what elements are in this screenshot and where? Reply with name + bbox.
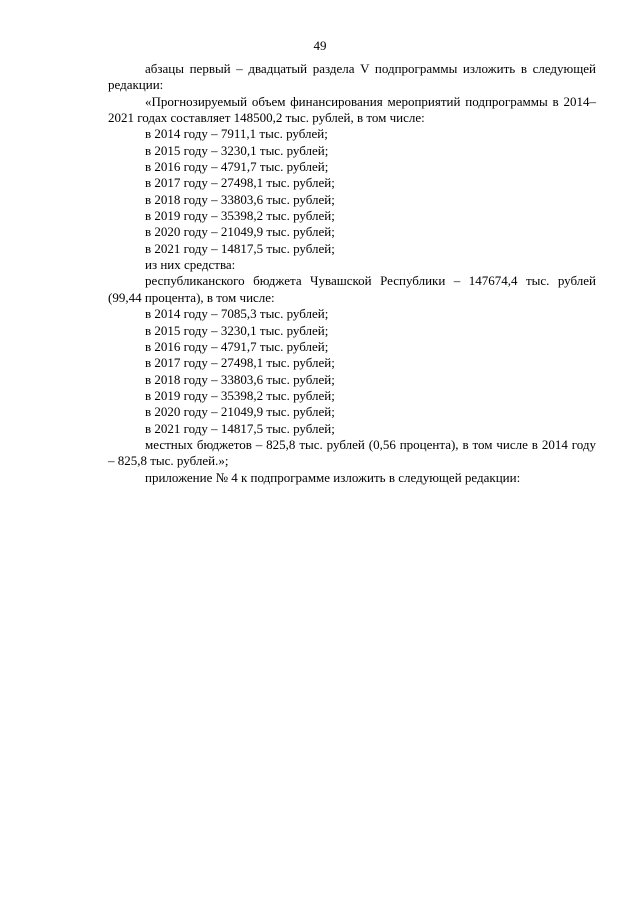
republican-year-2019: в 2019 году – 35398,2 тыс. рублей; — [145, 387, 335, 403]
funding-year-2020: в 2020 году – 21049,9 тыс. рублей; — [145, 224, 335, 240]
republican-year-2021: в 2021 году – 14817,5 тыс. рублей; — [145, 420, 335, 436]
page-number: 49 — [313, 38, 327, 53]
paragraph-funding-total: «Прогнозируемый объем финансирования мероприятий подпрограммы в 2014–2021 годах составляет 148500,2 тыс. рублей, в том числе: — [108, 93, 596, 126]
republican-year-2015: в 2015 году – 3230,1 тыс. рублей; — [145, 322, 329, 338]
paragraph-republican-budget: республиканского бюджета Чувашской Республики – 147674,4 тыс. рублей (99,44 процента), в том числе: — [108, 273, 596, 305]
funding-year-2018: в 2018 году – 33803,6 тыс. рублей; — [145, 191, 335, 207]
paragraph-local-budgets: местных бюджетов – 825,8 тыс. рублей (0,56 процента), в том числе в 2014 году – 825,8 тыс. рублей.»; — [108, 436, 596, 469]
republican-year-2020: в 2020 году – 21049,9 тыс. рублей; — [145, 404, 335, 420]
funding-year-2015: в 2015 году – 3230,1 тыс. рублей; — [145, 142, 329, 158]
funding-year-2019: в 2019 году – 35398,2 тыс. рублей; — [145, 208, 335, 224]
funding-year-2017: в 2017 году – 27498,1 тыс. рублей; — [145, 175, 335, 191]
funding-year-2021: в 2021 году – 14817,5 тыс. рублей; — [145, 240, 335, 256]
document-body — [108, 61, 596, 486]
funding-year-2014: в 2014 году – 7911,1 тыс. рублей; — [145, 126, 328, 142]
paragraph-appendix-4: приложение № 4 к подпрограмме изложить в следующей редакции: — [145, 469, 521, 485]
republican-year-2016: в 2016 году – 4791,7 тыс. рублей; — [145, 338, 329, 354]
republican-year-2018: в 2018 году – 33803,6 тыс. рублей; — [145, 371, 335, 387]
paragraph-of-which: из них средства: — [145, 257, 236, 273]
paragraph-amendment-intro: абзацы первый – двадцатый раздела V подпрограммы изложить в следующей редакции: — [108, 61, 596, 93]
republican-year-2017: в 2017 году – 27498,1 тыс. рублей; — [145, 355, 335, 371]
republican-year-2014: в 2014 году – 7085,3 тыс. рублей; — [145, 306, 329, 322]
funding-year-2016: в 2016 году – 4791,7 тыс. рублей; — [145, 159, 329, 175]
